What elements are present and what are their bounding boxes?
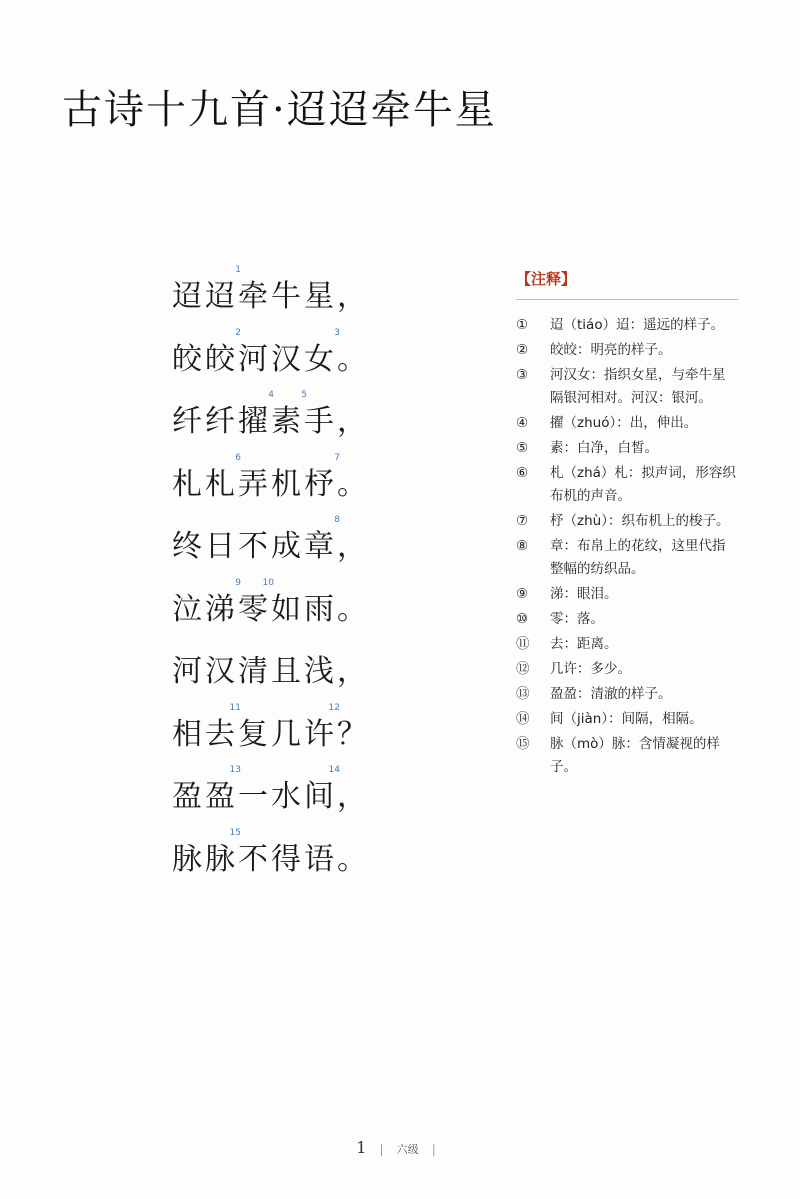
poem-char [205, 452, 241, 503]
poem-char [205, 521, 238, 565]
poem-char [172, 459, 205, 503]
note-item [516, 314, 738, 337]
poem-char [304, 396, 337, 440]
notes-divider [516, 299, 738, 300]
note-marker: 13 [229, 765, 241, 776]
notes-list [516, 314, 738, 779]
poem-char-text: 零 [238, 591, 271, 627]
poem-char-text: 且 [271, 654, 304, 690]
note-text: 皎皎：明亮的样子。 [550, 342, 672, 358]
poem-char-text: 机 [271, 466, 304, 502]
footer-separator-left: | [379, 1142, 384, 1156]
poem-char-text: 迢 [205, 279, 238, 315]
poem-char-text: 星 [304, 279, 337, 315]
poem-char-text: 成 [271, 529, 304, 565]
poem-char [172, 584, 205, 628]
poem-char-text: 泣 [172, 591, 205, 627]
note-text: 间（jiàn）：间隔，相隔。 [550, 711, 703, 727]
poem-char-text: 脉 [172, 841, 205, 877]
poem-char-text: 河 [238, 341, 271, 377]
note-number: ⑪ [516, 636, 530, 652]
note-text: 札（zhá）札：拟声词，形容织布机的声音。 [550, 465, 736, 504]
poem-char-text: 杼 [304, 466, 337, 502]
poem-char [337, 521, 370, 565]
poem-line [172, 575, 432, 638]
note-marker: 6 [235, 452, 241, 463]
note-item [516, 658, 738, 681]
poem-char [205, 265, 241, 315]
note-number: ⑨ [516, 586, 529, 602]
note-number: ⑮ [516, 736, 530, 752]
poem-char [172, 646, 205, 690]
poem-char [238, 646, 271, 690]
poem-char-text: 纤 [205, 404, 238, 440]
poem-char [271, 646, 304, 690]
poem-char [271, 459, 304, 503]
poem-char-text: 。 [337, 591, 370, 627]
note-marker: 14 [328, 765, 340, 776]
poem-char-text: 河 [172, 654, 205, 690]
poem-char-text: 。 [337, 841, 370, 877]
poem-char-text: 不 [238, 841, 271, 877]
note-item [516, 583, 738, 606]
note-number: ⑥ [516, 465, 529, 481]
note-marker: 9 [235, 577, 241, 588]
poem-char [304, 327, 340, 378]
note-item [516, 608, 738, 631]
poem-char [337, 396, 370, 440]
note-number: ③ [516, 367, 529, 383]
note-number: ④ [516, 415, 529, 431]
poem-line [172, 450, 432, 513]
note-item [516, 535, 738, 581]
note-number: ⑤ [516, 440, 529, 456]
poem-char [337, 709, 370, 753]
poem-char-text: 素 [271, 404, 304, 440]
poem-line [172, 387, 432, 450]
note-item [516, 683, 738, 706]
poem-char-text: 清 [238, 654, 271, 690]
poem-char [304, 702, 340, 753]
note-text: 素：白净，白皙。 [550, 440, 658, 456]
note-item [516, 437, 738, 460]
note-marker: 3 [334, 327, 340, 338]
note-marker: 2 [235, 327, 241, 338]
page-title: 古诗十九首·迢迢牵牛星 [62, 87, 497, 133]
poem-char [337, 271, 370, 315]
poem-char [205, 396, 238, 440]
poem-char-text: 牛 [271, 279, 304, 315]
note-item [516, 364, 738, 410]
footer-separator-right: | [431, 1142, 436, 1156]
poem-char-text: 相 [172, 716, 205, 752]
poem-char [205, 827, 241, 878]
poem-char [337, 771, 370, 815]
poem-char-text: 间 [304, 779, 337, 815]
poem-char-text: 纤 [172, 404, 205, 440]
poem-char-text: ， [337, 654, 370, 690]
poem-char-text: ， [337, 529, 370, 565]
poem-char [238, 271, 271, 315]
poem-char [337, 584, 370, 628]
note-marker: 1 [235, 265, 241, 276]
note-marker: 4 [268, 390, 274, 401]
poem-line [172, 262, 432, 325]
note-marker: 8 [334, 515, 340, 526]
poem-char [205, 702, 241, 753]
note-marker: 10 [262, 577, 274, 588]
note-text: 迢（tiáo）迢：遥远的样子。 [550, 317, 725, 333]
note-text: 盈盈：清澈的样子。 [550, 686, 672, 702]
poem-char [238, 459, 271, 503]
poem-char [304, 271, 337, 315]
poem-char-text: 擢 [238, 404, 271, 440]
poem-char-text: 章 [304, 529, 337, 565]
poem-char [238, 521, 271, 565]
note-number: ② [516, 342, 529, 358]
poem-char-text: 盈 [205, 779, 238, 815]
poem-char [172, 521, 205, 565]
poem-char-text: ？ [337, 716, 370, 752]
poem-char [205, 646, 238, 690]
poem-char [304, 584, 337, 628]
note-text: 几许：多少。 [550, 661, 631, 677]
note-text: 章：布帛上的花纹，这里代指整幅的纺织品。 [550, 538, 726, 577]
note-marker: 11 [229, 702, 241, 713]
poem-char [271, 390, 307, 440]
poem-char-text: 汉 [271, 341, 304, 377]
poem-char [172, 709, 205, 753]
poem-char-text: ， [337, 404, 370, 440]
poem-char-text: 。 [337, 341, 370, 377]
note-number: ⑫ [516, 661, 530, 677]
note-item [516, 708, 738, 731]
poem-char-text: 。 [337, 466, 370, 502]
poem-char-text: 一 [238, 779, 271, 815]
poem-char [337, 646, 370, 690]
poem-char [172, 396, 205, 440]
poem-char-text: 许 [304, 716, 337, 752]
poem-char-text: 脉 [205, 841, 238, 877]
poem-char-text: 札 [205, 466, 238, 502]
note-text: 擢（zhuó）：出，伸出。 [550, 415, 698, 431]
note-item [516, 339, 738, 362]
note-number: ⑭ [516, 711, 530, 727]
poem-char [271, 334, 304, 378]
poem-char-text: 几 [271, 716, 304, 752]
poem-char [205, 765, 241, 815]
note-text: 脉（mò）脉：含情凝视的样子。 [550, 736, 720, 775]
poem-char [271, 584, 304, 628]
poem-char-text: 弄 [238, 466, 271, 502]
note-number: ⑦ [516, 513, 529, 529]
note-item [516, 412, 738, 435]
note-item [516, 733, 738, 779]
poem-char-text: 皎 [205, 341, 238, 377]
note-marker: 15 [229, 827, 241, 838]
poem-char [205, 577, 241, 628]
poem-char-text: 雨 [304, 591, 337, 627]
poem-char-text: 日 [205, 529, 238, 565]
note-text: 涕：眼泪。 [550, 586, 618, 602]
poem-line [172, 325, 432, 388]
note-item [516, 633, 738, 656]
poem-char-text: 迢 [172, 279, 205, 315]
grade-label: 六级 [396, 1143, 419, 1156]
poem-char-text: 浅 [304, 654, 337, 690]
poem-char-text: 皎 [172, 341, 205, 377]
poem-char [238, 771, 271, 815]
poem-char-text: 札 [172, 466, 205, 502]
poem-char-text: 得 [271, 841, 304, 877]
poem-char [337, 459, 370, 503]
poem-char [304, 452, 340, 503]
poem-line [172, 825, 432, 888]
poem-char [238, 834, 271, 878]
poem-char-text: 终 [172, 529, 205, 565]
poem-char [172, 271, 205, 315]
poem-char-text: ， [337, 279, 370, 315]
poem-char [238, 334, 271, 378]
note-number: ① [516, 317, 529, 333]
note-text: 河汉女：指织女星，与牵牛星隔银河相对。河汉：银河。 [550, 367, 726, 406]
poem-char [238, 577, 274, 628]
note-number: ⑬ [516, 686, 530, 702]
poem-char-text: 盈 [172, 779, 205, 815]
page-number: 1 [356, 1138, 367, 1157]
notes-panel [516, 268, 738, 781]
poem-char [172, 834, 205, 878]
poem-line [172, 637, 432, 700]
poem-char [271, 834, 304, 878]
poem-char [304, 834, 337, 878]
poem-char-text: 复 [238, 716, 271, 752]
poem-line [172, 762, 432, 825]
poem-char-text: 女 [304, 341, 337, 377]
notes-heading: 【注释】 [516, 270, 577, 288]
poem-char [238, 390, 274, 440]
poem-char-text: 汉 [205, 654, 238, 690]
poem-char-text: 语 [304, 841, 337, 877]
poem-char-text: 不 [238, 529, 271, 565]
poem-char-text: ， [337, 779, 370, 815]
poem-char [238, 709, 271, 753]
poem-line [172, 700, 432, 763]
poem-char [337, 834, 370, 878]
note-item [516, 510, 738, 533]
poem-char [172, 334, 205, 378]
poem-char [172, 771, 205, 815]
poem-char-text: 如 [271, 591, 304, 627]
poem-body [172, 262, 432, 887]
note-number: ⑩ [516, 611, 529, 627]
poem-char [337, 334, 370, 378]
note-marker: 7 [334, 452, 340, 463]
poem-char-text: 牵 [238, 279, 271, 315]
poem-char-text: 水 [271, 779, 304, 815]
poem-char [271, 521, 304, 565]
poem-char-text: 手 [304, 404, 337, 440]
poem-char [271, 771, 304, 815]
poem-char-text: 涕 [205, 591, 238, 627]
note-text: 去：距离。 [550, 636, 618, 652]
poem-char [205, 327, 241, 378]
note-number: ⑧ [516, 538, 529, 554]
poem-char-text: 去 [205, 716, 238, 752]
poem-char [304, 515, 340, 565]
poem-char [271, 271, 304, 315]
poem-char [304, 765, 340, 815]
note-marker: 5 [301, 390, 307, 401]
note-text: 杼（zhù）：织布机上的梭子。 [550, 513, 730, 529]
poem-char [304, 646, 337, 690]
note-item [516, 462, 738, 508]
poem-char [271, 709, 304, 753]
note-text: 零：落。 [550, 611, 604, 627]
poem-line [172, 512, 432, 575]
note-marker: 12 [328, 702, 340, 713]
page-footer [0, 1138, 800, 1157]
